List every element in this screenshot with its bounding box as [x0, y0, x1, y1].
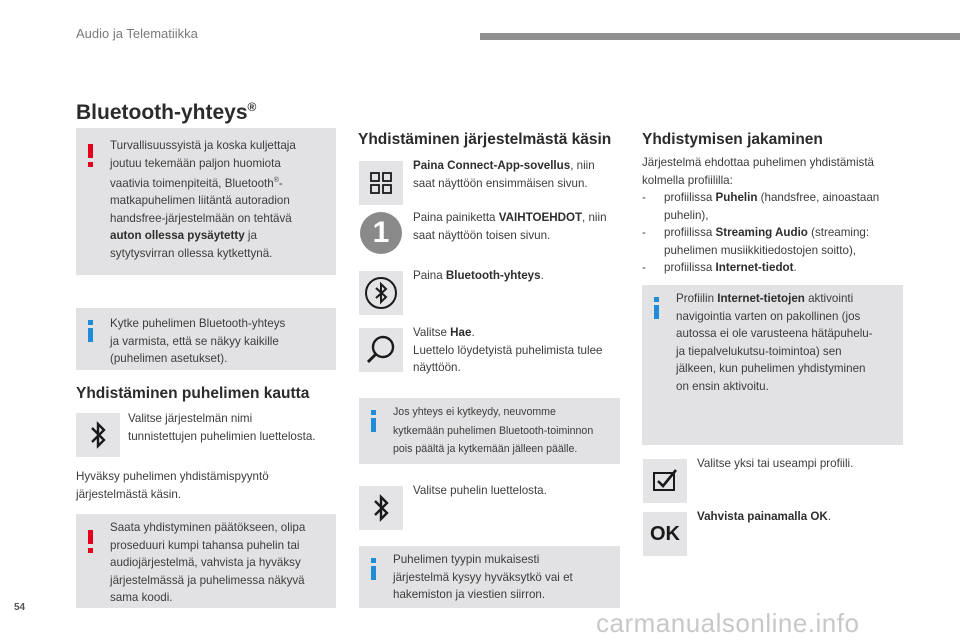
text-line: saat näyttöön toisen sivun.: [413, 228, 551, 242]
text-line: saat näyttöön ensimmäisen sivun.: [413, 176, 588, 190]
text-bold: Streaming Audio: [715, 226, 808, 239]
list-item: [642, 259, 912, 277]
text-line: [664, 189, 912, 207]
bluetooth-button-middle[interactable]: [359, 486, 403, 530]
step-text-search: [413, 324, 623, 377]
ok-label: OK: [650, 522, 680, 545]
text-line: navigointia varten on pakollinen (jos: [676, 309, 861, 323]
text-line: Kytke puhelimen Bluetooth-yhteys: [110, 317, 286, 330]
text-span: .: [827, 510, 832, 523]
text-bold: auton ollessa pysäytetty: [110, 229, 245, 243]
warning-box-safety: [76, 128, 336, 275]
text-span: aktivointi: [804, 292, 854, 305]
text-bold: Paina Connect-App-sovellus: [413, 159, 571, 172]
text-line: autossa ei ole varusteena hätäpuhelu-: [676, 327, 873, 340]
text-line: Saata yhdistyminen päätökseen, olipa: [110, 521, 306, 534]
text-line: tunnistettujen puhelimien luettelosta.: [128, 429, 316, 443]
info-box-transfer: [359, 546, 620, 608]
text-line: puhelin),: [664, 208, 709, 222]
list-dash: -: [642, 191, 646, 204]
text-line: ja tiepalvelukutsu-toimintoa) sen: [676, 344, 842, 358]
page-title: [76, 100, 256, 125]
page-title-sup: ®: [247, 100, 257, 114]
text-span: profiilissa: [664, 226, 716, 239]
profiles-intro: [642, 154, 912, 189]
warning-text-pairing: [110, 519, 332, 607]
text-span: Paina: [413, 269, 446, 282]
profiles-list: [642, 189, 912, 277]
text-line: Turvallisuussyistä ja koska kuljettaja: [110, 139, 296, 152]
bluetooth-icon: [359, 486, 403, 530]
text-line: näyttöön.: [413, 361, 461, 374]
text-line: hakemiston ja viestien siirron.: [393, 588, 546, 601]
text-line: sytytysvirran ollessa kytkettynä.: [110, 246, 273, 260]
header-bar: [480, 33, 960, 40]
list-dash: -: [642, 261, 646, 274]
text-span: ja: [244, 229, 257, 243]
text-line: proseduuri kumpi tahansa puhelin tai: [110, 538, 300, 552]
text-line: [697, 508, 907, 526]
text-bold: Hae: [450, 326, 472, 339]
info-box-reconnect: [359, 398, 620, 464]
text-span: profiilissa: [664, 191, 716, 204]
step-text-confirm: [697, 508, 907, 526]
search-button[interactable]: [359, 328, 403, 372]
text-line: Valitse järjestelmän nimi: [128, 412, 253, 425]
text-line: [664, 259, 912, 277]
text-span: Valitse: [413, 326, 451, 339]
info-text-internet: [676, 290, 900, 395]
text-line: sama koodi.: [110, 591, 173, 604]
apps-grid-icon: [359, 161, 403, 205]
text-span: (handsfree, ainoastaan: [757, 191, 880, 204]
step-text-select-name: [128, 410, 338, 445]
page-number: 54: [14, 602, 26, 613]
text-line: pois päältä ja kytkemään jälleen päälle.: [393, 443, 578, 455]
list-dash: -: [642, 226, 646, 239]
text-line: jälkeen, kun puhelimen yhdistyminen: [676, 362, 866, 375]
text-bold: Bluetooth-yhteys: [445, 269, 541, 282]
text-line: [110, 227, 332, 245]
text-line: [413, 209, 623, 227]
text-line: [413, 157, 623, 175]
step-text-select-profile: [697, 455, 907, 473]
bluetooth-button-left[interactable]: [76, 413, 120, 457]
text-span: .: [471, 326, 475, 339]
text-span: vaativia toimenpiteitä, Bluetooth: [110, 176, 274, 190]
warning-text-safety: [110, 137, 332, 262]
bluetooth-connection-button[interactable]: [359, 271, 403, 315]
bluetooth-icon: [76, 413, 120, 457]
list-item: [642, 189, 912, 224]
text-line: [676, 290, 900, 308]
connect-app-button[interactable]: [359, 161, 403, 205]
info-text-bluetooth: [110, 315, 332, 368]
text-line: handsfree-järjestelmään on tehtävä: [110, 211, 292, 225]
info-box-bluetooth: [76, 308, 336, 370]
step-text-connect-app: [413, 157, 623, 192]
text-line: järjestelmässä ja puhelimessa näkyvä: [110, 573, 305, 587]
section-title-phone: Yhdistäminen puhelimen kautta: [76, 385, 310, 402]
text-line: [413, 267, 623, 285]
section-title-sharing: Yhdistymisen jakaminen: [642, 131, 823, 148]
text-line: Järjestelmä ehdottaa puhelimen yhdistämistä: [642, 156, 874, 169]
header-title: Audio ja Telematiikka: [76, 26, 198, 41]
text-line: Valitse yksi tai useampi profiili.: [697, 457, 854, 470]
text-line: puhelimen musiikkitiedostojen soitto),: [664, 243, 857, 257]
text-span: .: [793, 261, 797, 274]
text-line: Valitse puhelin luettelosta.: [413, 484, 547, 497]
text-line: Luettelo löydetyistä puhelimista tulee: [413, 343, 603, 357]
text-span: Paina painiketta: [413, 211, 499, 224]
watermark: carmanualsonline.info: [596, 608, 860, 638]
step-text-options: [413, 209, 623, 244]
profile-select-button[interactable]: [643, 459, 687, 503]
text-line: joutuu tekemään paljon huomiota: [110, 156, 281, 170]
step-text-select-phone: [413, 482, 623, 500]
warning-box-pairing: [76, 514, 336, 608]
text-span: -: [278, 176, 283, 190]
text-line: ja varmista, että se näkyy kaikille: [110, 334, 279, 348]
text-line: [664, 224, 912, 242]
text-span: .: [540, 269, 544, 282]
ok-button[interactable]: [643, 512, 687, 556]
step-text-bluetooth: [413, 267, 623, 285]
text-line: kytkemään puhelimen Bluetooth-toiminnon: [393, 424, 594, 437]
bluetooth-circle-icon: [359, 271, 403, 315]
text-line: on ensin aktivoitu.: [676, 379, 769, 393]
text-line: Puhelimen tyypin mukaisesti: [393, 553, 540, 566]
text-bold: Vahvista painamalla OK: [697, 510, 828, 523]
text-span: Profiilin: [676, 292, 718, 305]
text-line: kolmella profiililla:: [642, 173, 733, 187]
text-line: (puhelimen asetukset).: [110, 352, 228, 365]
step-badge: 1: [360, 212, 402, 254]
checkbox-icon: [643, 459, 687, 503]
text-line: Jos yhteys ei kytkeydy, neuvomme: [393, 406, 556, 418]
text-line: matkapuhelimen liitäntä autoradion: [110, 194, 290, 208]
section-title-system: Yhdistäminen järjestelmästä käsin: [358, 131, 612, 148]
text-bold: Puhelin: [715, 191, 758, 204]
list-item: [642, 224, 912, 259]
text-line: [110, 172, 332, 192]
info-box-internet: [642, 285, 903, 445]
info-text-transfer: [393, 551, 617, 604]
text-sup: ®: [273, 177, 279, 184]
text-line: [413, 324, 623, 342]
text-span: , niin: [582, 211, 607, 224]
text-line: järjestelmä kysyy hyväksytkö vai et: [393, 570, 573, 584]
text-span: (streaming:: [807, 226, 870, 239]
text-span: , niin: [570, 159, 595, 172]
page-title-text: Bluetooth-yhteys: [76, 101, 248, 124]
text-line: Hyväksy puhelimen yhdistämispyyntö: [76, 470, 269, 483]
text-line: audiojärjestelmä, vahvista ja hyväksy: [110, 556, 301, 569]
text-span: profiilissa: [664, 261, 716, 274]
info-text-reconnect: [393, 403, 617, 459]
search-icon: [359, 328, 403, 372]
text-bold: Internet-tiedot: [715, 261, 794, 274]
accept-text: [76, 468, 336, 503]
text-bold: VAIHTOEHDOT: [498, 211, 583, 224]
text-bold: Internet-tietojen: [717, 292, 805, 305]
text-line: järjestelmästä käsin.: [76, 487, 182, 501]
